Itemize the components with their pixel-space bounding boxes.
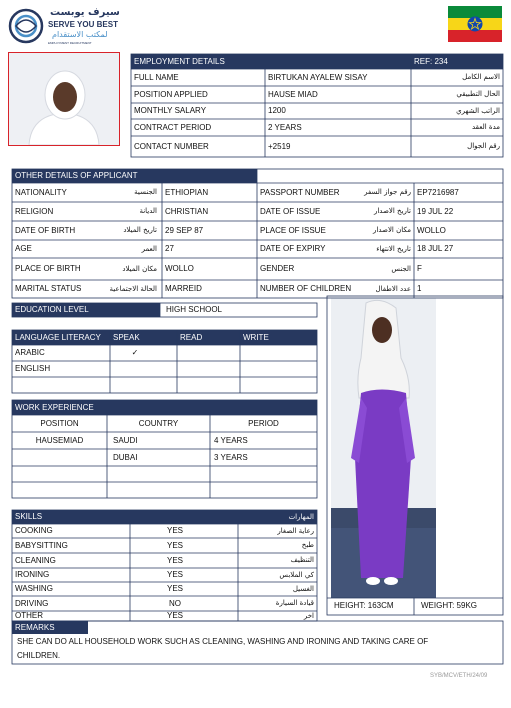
date-of-expiry-arabic: تاريخ الانتهاء bbox=[376, 244, 411, 253]
full-name-value: BIRTUKAN AYALEW SISAY bbox=[268, 72, 368, 82]
age-label: AGE bbox=[15, 244, 32, 253]
skill-driving-value: NO bbox=[169, 598, 181, 608]
language-english-label: ENGLISH bbox=[15, 364, 51, 373]
position-applied-arabic: الحال التطبيقي bbox=[456, 90, 500, 98]
date-of-birth-value: 29 SEP 87 bbox=[165, 225, 204, 235]
date-of-birth-label: DATE OF BIRTH bbox=[15, 225, 76, 235]
number-of-children-value: 1 bbox=[417, 284, 422, 293]
education-level-value: HIGH SCHOOL bbox=[166, 305, 223, 314]
monthly-salary-value: 1200 bbox=[268, 106, 286, 115]
marital-status-value: MARREID bbox=[165, 284, 202, 293]
applicant-portrait bbox=[8, 52, 120, 146]
date-of-expiry-value: 18 JUL 27 bbox=[417, 244, 454, 253]
marital-status-arabic: الحالة الاجتماعية bbox=[109, 284, 157, 293]
work-country-header: COUNTRY bbox=[138, 418, 179, 428]
height-value: HEIGHT: 163CM bbox=[334, 600, 394, 610]
skills-header: SKILLS bbox=[12, 510, 212, 524]
skill-babysitting-label: BABYSITTING bbox=[15, 540, 68, 550]
skill-other-arabic: اخر bbox=[303, 611, 314, 620]
remarks-text-line-2: CHILDREN. bbox=[17, 651, 61, 660]
skill-cooking-label: COOKING bbox=[15, 526, 53, 535]
skill-ironing-arabic: كي الملابس bbox=[279, 570, 314, 579]
place-of-issue-value: WOLLO bbox=[417, 225, 446, 235]
other-details-header: OTHER DETAILS OF APPLICANT bbox=[12, 169, 257, 183]
gender-arabic: الجنس bbox=[391, 264, 411, 273]
contract-period-label: CONTRACT PERIOD bbox=[134, 122, 212, 132]
marital-status-label: MARITAL STATUS bbox=[15, 284, 82, 293]
place-of-birth-arabic: مكان الميلاد bbox=[122, 264, 157, 273]
skill-driving-arabic: قيادة السيارة bbox=[275, 599, 314, 607]
language-arabic-label: ARABIC bbox=[15, 348, 45, 357]
reference-number: REF: 234 bbox=[411, 54, 503, 69]
contact-number-label: CONTACT NUMBER bbox=[134, 141, 209, 151]
skill-driving-label: DRIVING bbox=[15, 598, 49, 608]
ethiopia-flag bbox=[448, 6, 502, 42]
religion-label: RELIGION bbox=[15, 206, 54, 216]
place-of-issue-arabic: مكان الاصدار bbox=[373, 226, 411, 234]
position-applied-value: HAUSE MIAD bbox=[268, 89, 318, 99]
date-of-expiry-label: DATE OF EXPIRY bbox=[260, 244, 326, 253]
place-of-issue-label: PLACE OF ISSUE bbox=[260, 225, 326, 235]
skill-other-label: OTHER bbox=[15, 611, 43, 620]
work-row-1-country: SAUDI bbox=[113, 435, 138, 445]
work-period-header: PERIOD bbox=[248, 418, 279, 428]
work-row-2-country: DUBAI bbox=[113, 452, 138, 462]
date-of-issue-label: DATE OF ISSUE bbox=[260, 206, 321, 216]
place-of-birth-value: WOLLO bbox=[165, 264, 194, 273]
date-of-issue-value: 19 JUL 22 bbox=[417, 206, 454, 216]
work-experience-header: WORK EXPERIENCE bbox=[12, 400, 317, 415]
flag-star-icon bbox=[467, 16, 483, 32]
language-read-header: READ bbox=[177, 330, 240, 345]
contact-number-arabic: رقم الجوال bbox=[467, 142, 500, 150]
work-position-header: POSITION bbox=[40, 418, 79, 428]
skill-cleaning-value: YES bbox=[166, 555, 183, 565]
skill-washing-arabic: الغسيل bbox=[292, 584, 314, 593]
date-of-issue-arabic: تاريخ الاصدار bbox=[373, 207, 411, 215]
nationality-value: ETHIOPIAN bbox=[165, 187, 209, 197]
company-logo bbox=[8, 6, 120, 48]
skill-ironing-value: YES bbox=[166, 570, 183, 579]
remarks-header: REMARKS bbox=[12, 621, 88, 634]
language-literacy-header: LANGUAGE LITERACY bbox=[12, 330, 110, 345]
age-value: 27 bbox=[165, 244, 174, 253]
date-of-birth-arabic: تاريخ الميلاد bbox=[123, 226, 157, 234]
gender-label: GENDER bbox=[260, 264, 295, 273]
skill-washing-label: WASHING bbox=[15, 584, 53, 593]
number-of-children-label: NUMBER OF CHILDREN bbox=[260, 284, 352, 293]
skill-other-value: YES bbox=[166, 611, 183, 620]
education-level-label: EDUCATION LEVEL bbox=[12, 303, 160, 317]
applicant-full-body-photo bbox=[331, 298, 436, 598]
skill-cooking-value: YES bbox=[166, 526, 183, 535]
nationality-arabic: الجنسية bbox=[134, 188, 157, 196]
logo-tagline: EMPLOYMENT RECRUITMENT bbox=[48, 41, 92, 45]
logo-arabic-text: سيرف يوبست bbox=[50, 7, 120, 18]
position-applied-label: POSITION APPLIED bbox=[134, 89, 208, 99]
place-of-birth-label: PLACE OF BIRTH bbox=[15, 264, 81, 273]
logo-english-text: SERVE YOU BEST bbox=[48, 20, 118, 29]
work-row-2-period: 3 YEARS bbox=[214, 452, 248, 462]
full-name-label: FULL NAME bbox=[134, 72, 179, 82]
passport-number-value: EP7216987 bbox=[417, 187, 459, 197]
language-write-header: WRITE bbox=[240, 330, 317, 345]
passport-number-arabic: رقم جواز السفر bbox=[364, 188, 411, 196]
footer-code: SYB/MCV/ETH/24/09 bbox=[430, 673, 488, 679]
remarks-text-line-1: SHE CAN DO ALL HOUSEHOLD WORK SUCH AS CLEANING, WASHING AND IRONING AND TAKING CARE OF bbox=[17, 637, 429, 646]
religion-value: CHRISTIAN bbox=[165, 206, 209, 216]
language-arabic-speak-check: ✓ bbox=[131, 348, 139, 357]
full-body-photo-icon bbox=[331, 298, 436, 598]
monthly-salary-label: MONTHLY SALARY bbox=[134, 106, 207, 115]
logo-emblem-icon bbox=[8, 8, 44, 44]
contract-period-value: 2 YEARS bbox=[268, 122, 302, 132]
skill-washing-value: YES bbox=[166, 584, 183, 593]
number-of-children-arabic: عدد الاطفال bbox=[375, 284, 411, 293]
skill-ironing-label: IRONING bbox=[15, 570, 50, 579]
gender-value: F bbox=[417, 264, 422, 273]
work-row-1-period: 4 YEARS bbox=[214, 435, 248, 445]
portrait-photo-icon bbox=[9, 53, 119, 145]
language-speak-header: SPEAK bbox=[110, 330, 177, 345]
age-arabic: العمر bbox=[141, 244, 157, 253]
monthly-salary-arabic: الراتب الشهري bbox=[456, 106, 500, 115]
weight-value: WEIGHT: 59KG bbox=[421, 600, 478, 610]
employment-details-header: EMPLOYMENT DETAILS bbox=[131, 54, 411, 69]
skills-header-arabic: المهارات bbox=[212, 510, 317, 524]
work-row-1-position: HAUSEMIAD bbox=[35, 435, 84, 445]
skill-cleaning-arabic: التنظيف bbox=[290, 556, 314, 564]
skill-babysitting-arabic: طبخ bbox=[301, 541, 314, 549]
nationality-label: NATIONALITY bbox=[15, 187, 67, 197]
contact-number-value: +2519 bbox=[268, 141, 291, 151]
skill-cleaning-label: CLEANING bbox=[15, 555, 56, 565]
skill-cooking-arabic: رعاية الصغار bbox=[277, 526, 314, 535]
skill-babysitting-value: YES bbox=[166, 540, 183, 550]
logo-arabic-sub: لمكتب الاستقدام bbox=[52, 30, 108, 39]
passport-number-label: PASSPORT NUMBER bbox=[260, 187, 340, 197]
religion-arabic: الديانة bbox=[139, 207, 157, 215]
contract-period-arabic: مدة العقد bbox=[472, 123, 500, 131]
full-name-arabic: الاسم الكامل bbox=[462, 73, 500, 81]
